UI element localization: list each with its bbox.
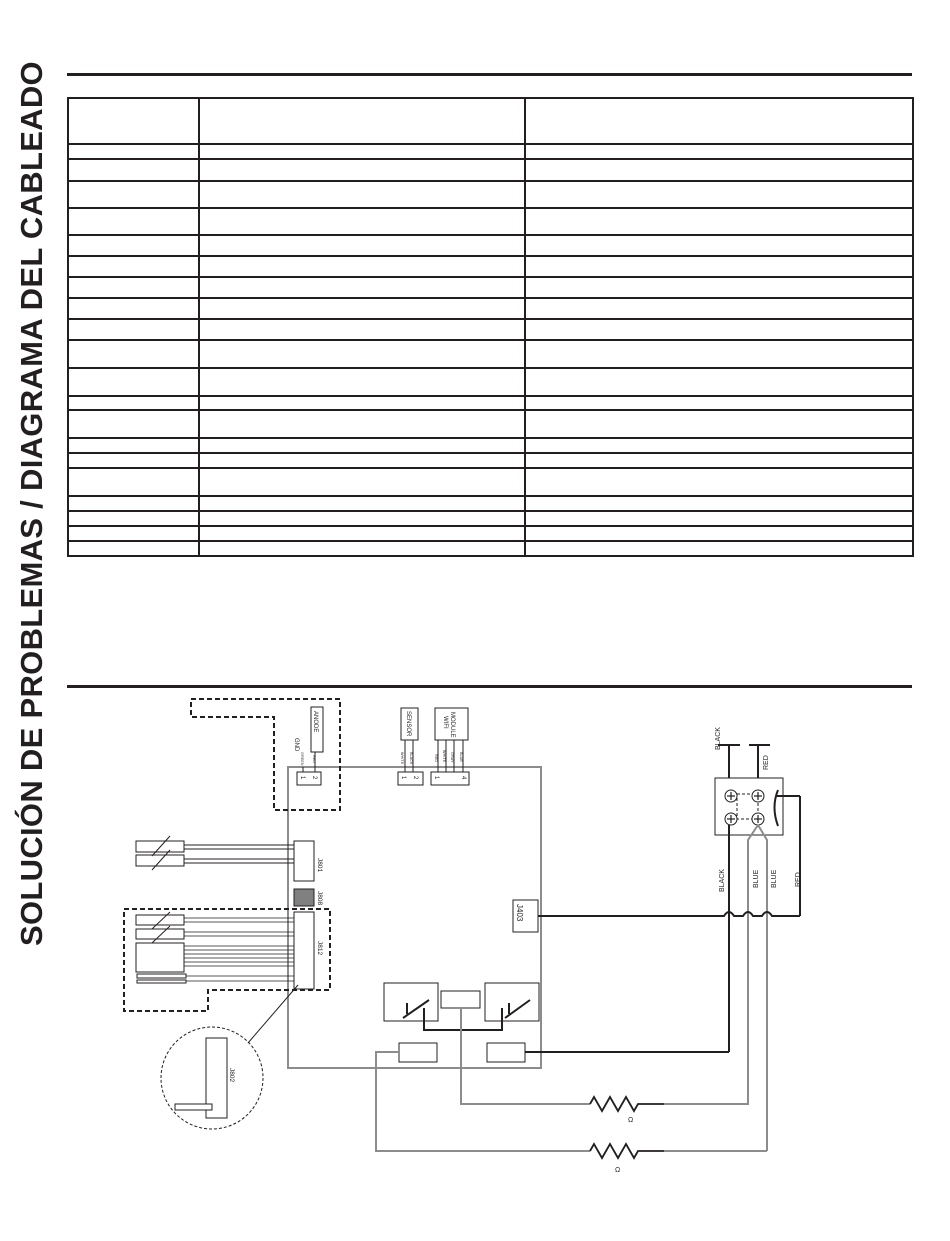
j812-plug-b [136,929,184,939]
j403-label: J403 [515,904,524,922]
sensor-black-label: BLACK [409,752,413,765]
gnd-label: GND [293,738,299,752]
relay-left [384,983,438,1021]
j403-wire [538,912,800,916]
j802-label: J802 [228,1068,235,1083]
j808-header [294,889,314,906]
j802-callout-line [248,985,298,1043]
red-wire-label: RED [312,755,316,764]
blue-wire-1 [748,825,758,1105]
wifi-red-label: RED [434,754,438,763]
j801-header [294,841,314,881]
j802-pin [175,1104,212,1110]
upper-element-ohm: Ω [628,1117,634,1124]
wifi-pin-1: 1 [433,776,439,780]
j801-label: J801 [316,858,323,873]
wifi-blue-label: BLUE [459,752,463,762]
bottom-red-label: RED [795,872,802,887]
top-red-label: RED [763,755,770,770]
relay-right-terminal [487,1043,525,1062]
bottom-blue-label-1: BLUE [753,869,760,888]
bottom-blue-label-2: BLUE [771,869,778,888]
lower-element-ohm: Ω [615,1167,621,1174]
sensor-label: SENSOR [405,711,411,737]
j808-label: J808 [316,891,323,906]
j812-plug-d [137,974,186,978]
bottom-black-label: BLACK [719,869,726,892]
wifi-white-label: WHITE [442,750,446,763]
lower-element-resistor [590,1144,664,1158]
anode-label: ANODE [312,711,318,733]
top-black-label: BLACK [715,727,722,750]
relay-center-block [441,991,480,1008]
control-board-outline [288,767,541,1068]
lower-element-lead-left [376,1052,590,1151]
sensor-white-label: WHITE [400,752,404,765]
wifi-pin-4: 4 [460,776,466,780]
j812-plug-c [136,943,184,972]
j812-label: J812 [316,941,323,956]
j812-header [294,912,314,989]
wifi-gray-label: GRAY [450,752,454,763]
page-title: SOLUCIÓN DE PROBLEMAS / DIAGRAMA DEL CABLEADO [14,61,49,946]
power-terminal-block [715,778,783,835]
j812-plug-e [137,980,186,983]
wifi-module-label-1: WIFI [442,716,448,729]
relay-left-terminal [399,1043,437,1062]
anode-pin-1: 1 [299,776,305,780]
green-wire-label: GREEN [300,752,304,766]
wifi-module-label-2: MODULE [449,712,455,738]
sensor-pin-2: 2 [412,776,418,780]
sensor-pin-1: 1 [400,776,406,780]
relay-right [485,983,539,1021]
j812-plug-a [136,915,184,925]
anode-pin-2: 2 [311,776,317,780]
